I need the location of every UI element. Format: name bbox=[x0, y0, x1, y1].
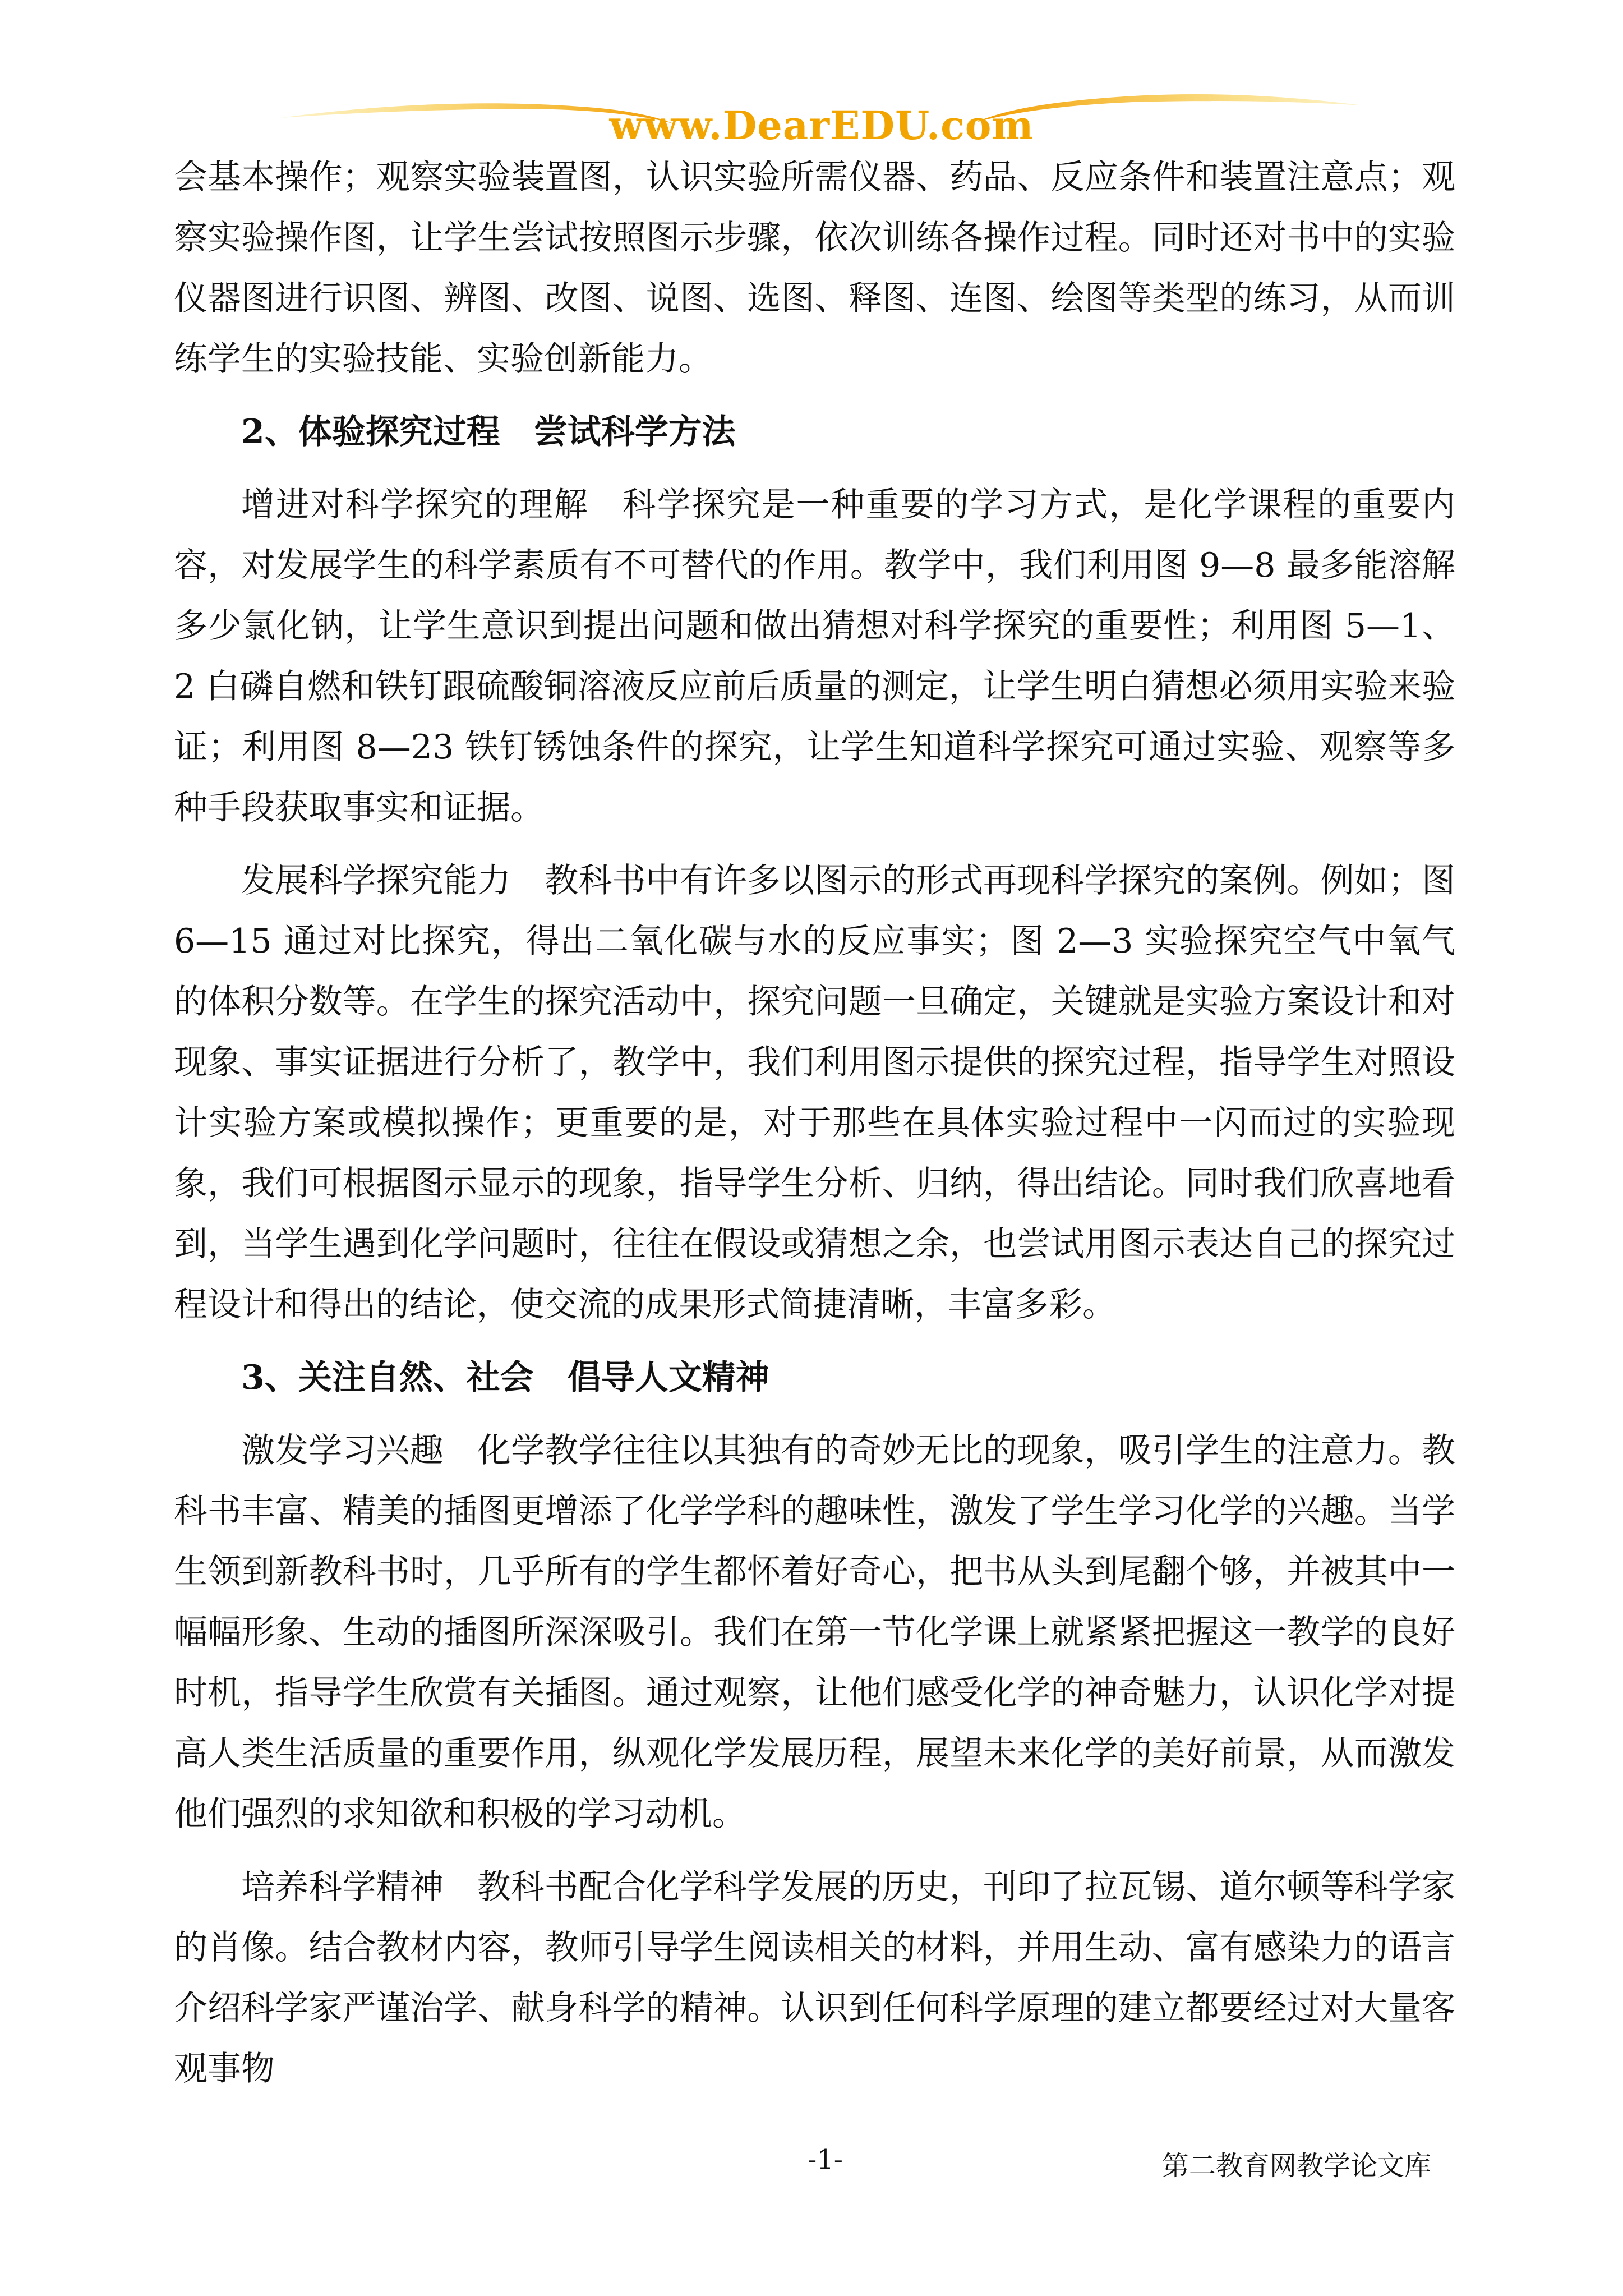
paragraph-lead-in: 培养科学精神 bbox=[241, 1867, 444, 1907]
paragraph-text: 科学探究是一种重要的学习方式，是化学课程的重要内容，对发展学生的科学素质有不可替代的作用。教学中，我们利用图 9—8 最多能溶解多少氯化钠，让学生意识到提出问题和做出猜想对科学探究的重要性；利用图 5—1、2 白磷自燃和铁钉跟硫酸铜溶液反应前后质量的测定，让学生明白猜想必须用实验来验证；利用图 8—23 铁钉锈蚀条件的探究，让学生知道科学探究可通过实验、观察等多种手段获取事实和证据。 bbox=[174, 485, 1456, 827]
paragraph-text: 会基本操作；观察实验装置图，认识实验所需仪器、药品、反应条件和装置注意点；观察实验操作图，让学生尝试按照图示步骤，依次训练各操作过程。同时还对书中的实验仪器图进行识图、辨图、改图、说图、选图、释图、连图、绘图等类型的练习，从而训练学生的实验技能、实验创新能力。 bbox=[174, 158, 1455, 379]
section-heading-3: 3、关注自然、社会 倡导人文精神 bbox=[241, 1358, 769, 1397]
section-heading-2: 2、体验探究过程 尝试科学方法 bbox=[241, 412, 736, 452]
footer-site-name: 第二教育网教学论文库 bbox=[1162, 2150, 1432, 2182]
paragraph-scientific-spirit bbox=[174, 1857, 1455, 2099]
document-body bbox=[174, 147, 1455, 2099]
paragraph-text: 化学教学往往以其独有的奇妙无比的现象，吸引学生的注意力。教科书丰富、精美的插图更增添了化学学科的趣味性，激发了学生学习化学的兴趣。当学生领到新教科书时，几乎所有的学生都怀着好奇心，把书从头到尾翻个够，并被其中一幅幅形象、生动的插图所深深吸引。我们在第一节化学课上就紧紧把握这一教学的良好时机，指导学生欣赏有关插图。通过观察，让他们感受化学的神奇魅力，认识化学对提高人类生活质量的重要作用，纵观化学发展历程，展望未来化学的美好前景，从而激发他们强烈的求知欲和积极的学习动机。 bbox=[174, 1431, 1456, 1834]
paragraph-text: 教科书中有许多以图示的形式再现科学探究的案例。例如；图 6—15 通过对比探究，得出二氧化碳与水的反应事实；图 2—3 实验探究空气中氧气的体积分数等。在学生的探究活动中，探究问题一旦确定，关键就是实验方案设计和对现象、事实证据进行分析了，教学中，我们利用图示提供的探究过程，指导学生对照设计实验方案或模拟操作；更重要的是，对于那些在具体实验过程中一闪而过的实验现象，我们可根据图示显示的现象，指导学生分析、归纳，得出结论。同时我们欣喜地看到，当学生遇到化学问题时，往往在假设或猜想之余，也尝试用图示表达自己的探究过程设计和得出的结论，使交流的成果形式简捷清晰，丰富多彩。 bbox=[174, 861, 1456, 1324]
paragraph-lead-in: 激发学习兴趣 bbox=[241, 1431, 444, 1470]
logo-text[interactable]: www.DearEDU.com bbox=[609, 102, 1034, 149]
paragraph-lead-in: 增进对科学探究的理解 bbox=[241, 485, 589, 524]
site-logo bbox=[280, 84, 1363, 157]
paragraph-lead-in: 发展科学探究能力 bbox=[241, 861, 511, 900]
paragraph-learning-interest bbox=[174, 1420, 1455, 1844]
paragraph-text: 教科书配合化学科学发展的历史，刊印了拉瓦锡、道尔顿等科学家的肖像。结合教材内容，教师引导学生阅读相关的材料，并用生动、富有感染力的语言介绍科学家严谨治学、献身科学的精神。认识到任何科学原理的建立都要经过对大量客观事物 bbox=[174, 1867, 1456, 2088]
page-number: -1- bbox=[808, 2144, 843, 2175]
paragraph-inquiry-understanding bbox=[174, 475, 1455, 838]
paragraph-experiment-skills bbox=[174, 147, 1455, 389]
paragraph-inquiry-ability bbox=[174, 850, 1455, 1335]
